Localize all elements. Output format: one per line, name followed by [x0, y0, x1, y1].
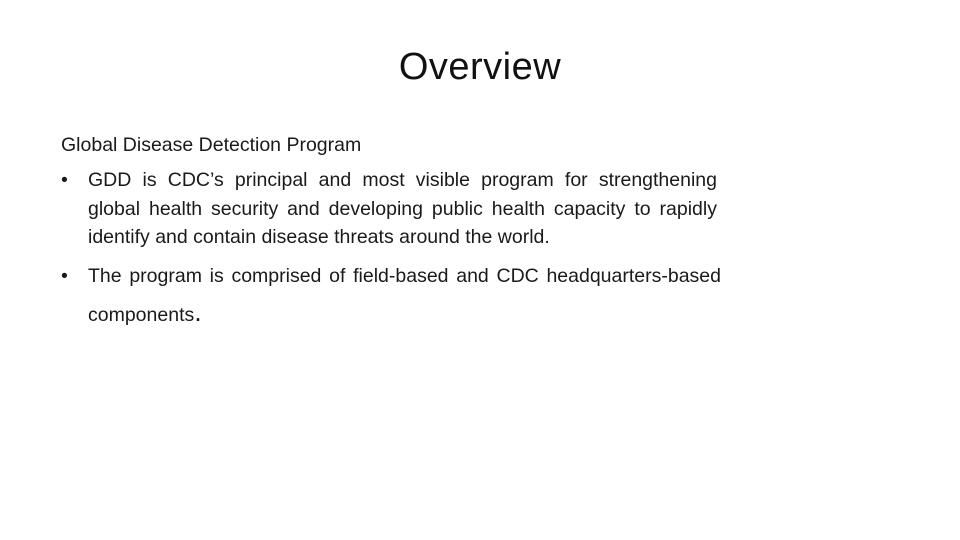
- bullet-trailing-period: .: [194, 296, 202, 327]
- bullet-dot-icon: •: [61, 264, 68, 287]
- bullet-text: The program is comprised of field-based and CDC headquarters-based components: [88, 264, 721, 326]
- slide-title: Overview: [398, 46, 562, 88]
- bullet-item: [61, 258, 721, 333]
- slide-body: [61, 132, 721, 333]
- bullet-dot-icon: •: [61, 169, 68, 191]
- bullet-text: GDD is CDC’s principal and most visible program for strengthening global health security and developing public health capacity to rapidly identify and contain disease threats around the world.: [88, 169, 717, 248]
- program-heading: Global Disease Detection Program: [61, 134, 362, 156]
- bullet-item: [61, 166, 717, 252]
